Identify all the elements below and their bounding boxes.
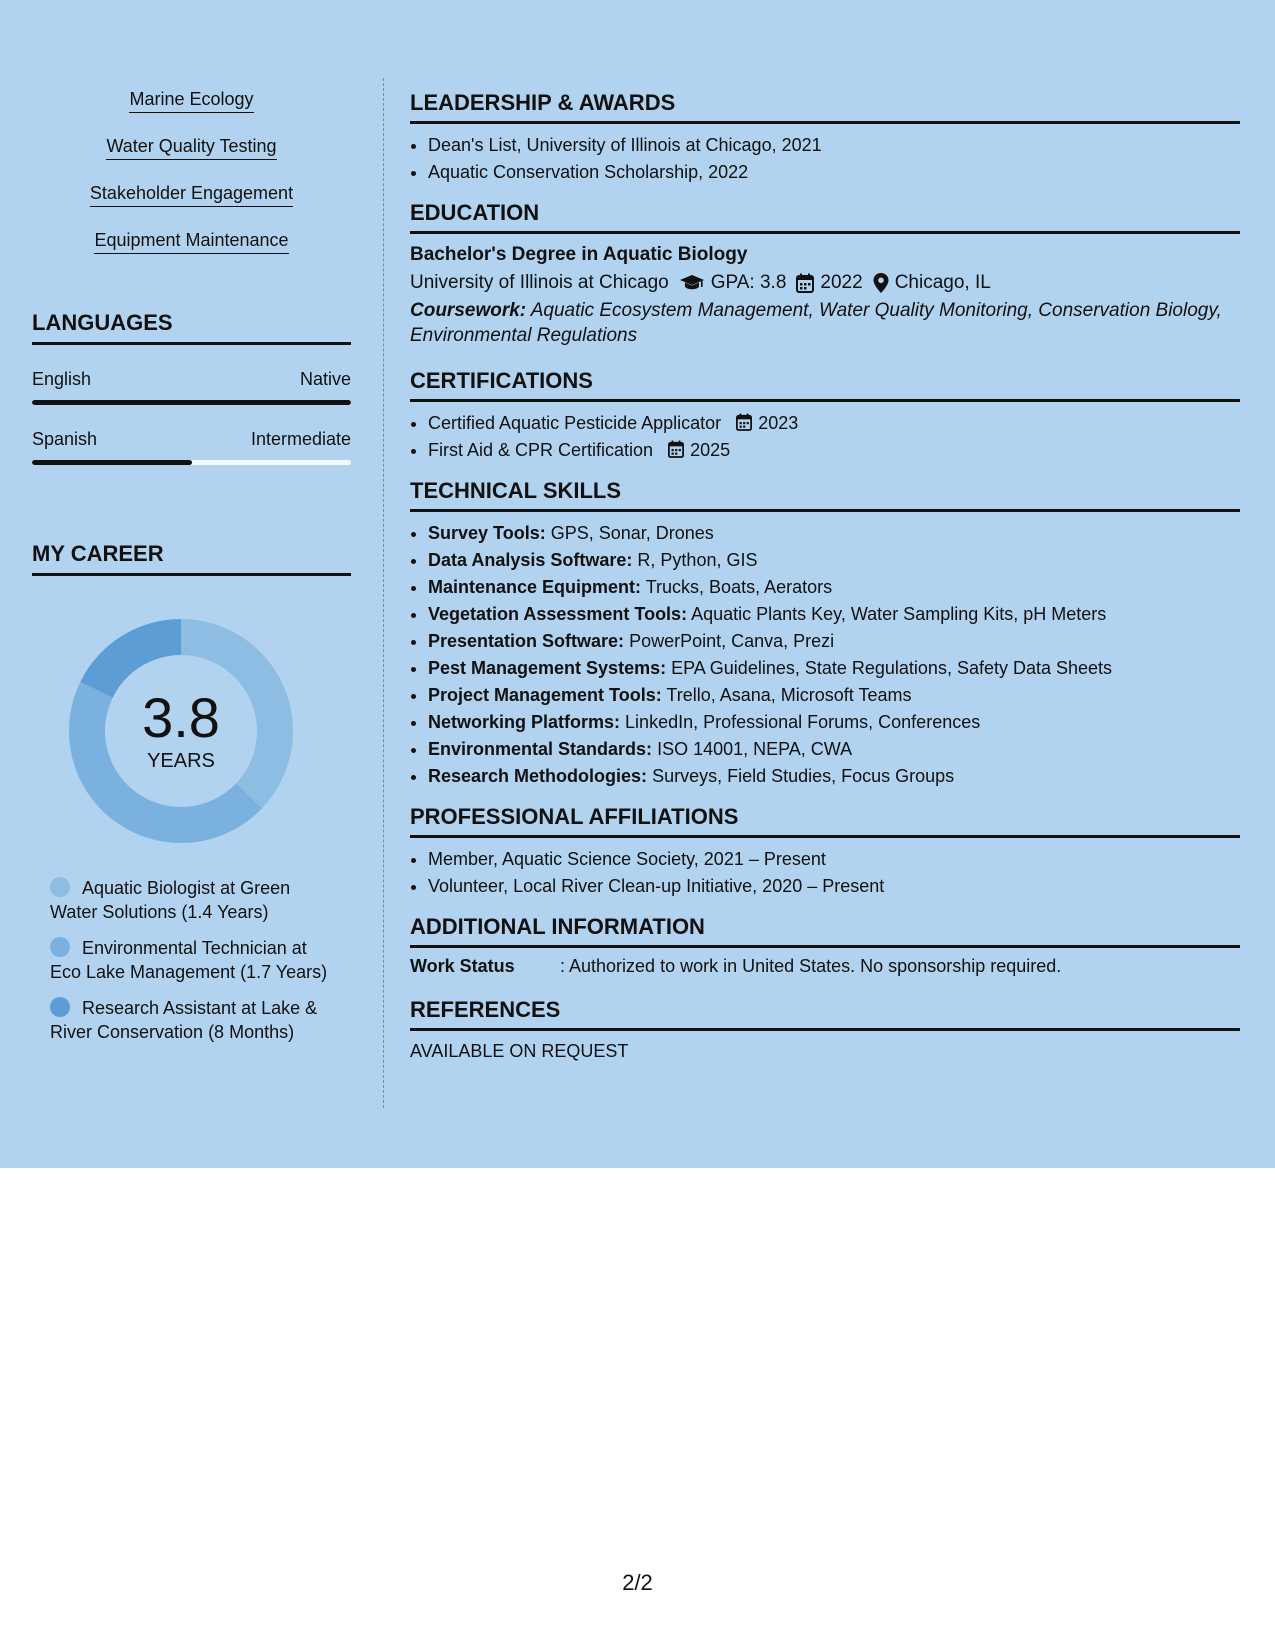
gpa: GPA: 3.8: [710, 272, 787, 293]
skill-tag: Equipment Maintenance: [94, 229, 288, 254]
list-item: [428, 628, 1240, 655]
certification-name: Certified Aquatic Pesticide Applicator: [428, 413, 722, 433]
work-status-value: : Authorized to work in United States. No sponsorship required.: [560, 956, 1062, 976]
certification-year: 2023: [758, 413, 799, 433]
skill-label: Research Methodologies:: [428, 766, 648, 786]
education-details: [410, 268, 1240, 298]
education-location: Chicago, IL: [894, 272, 991, 293]
school-name: University of Illinois at Chicago: [410, 272, 669, 293]
certifications-list: [410, 410, 1240, 464]
language-level: Native: [299, 369, 351, 389]
page-number: 2/2: [622, 1570, 653, 1595]
references-heading: REFERENCES: [410, 997, 1240, 1031]
skill-tags: [32, 78, 351, 266]
skill-value: LinkedIn, Professional Forums, Conferences: [625, 712, 981, 732]
graduation-year: 2022: [820, 272, 863, 293]
legend-dot: [50, 877, 70, 897]
list-item: [428, 410, 1240, 437]
education-heading: EDUCATION: [410, 200, 1240, 234]
calendar-icon: [796, 273, 814, 293]
skill-value: EPA Guidelines, State Regulations, Safety Data Sheets: [671, 658, 1113, 678]
legend-label: Aquatic Biologist at Green Water Solutions (1.4 Years): [50, 878, 291, 922]
references-text: AVAILABLE ON REQUEST: [410, 1041, 629, 1061]
skill-value: R, Python, GIS: [637, 550, 758, 570]
career-legend: [50, 876, 330, 1044]
work-status-label: Work Status: [410, 956, 515, 976]
language-level: Intermediate: [250, 429, 351, 449]
calendar-icon: [668, 440, 684, 458]
leadership-heading: LEADERSHIP & AWARDS: [410, 90, 1240, 124]
skill-tag: Stakeholder Engagement: [90, 182, 293, 207]
list-item: [428, 574, 1240, 601]
language-spanish: [32, 429, 351, 465]
language-bar-fill: [32, 400, 351, 405]
language-english: [32, 369, 351, 405]
language-bar-fill: [32, 460, 192, 465]
language-name: Spanish: [32, 429, 98, 449]
technical-skills-heading: TECHNICAL SKILLS: [410, 478, 1240, 512]
skill-label: Presentation Software:: [428, 631, 625, 651]
graduation-cap-icon: [679, 274, 705, 292]
coursework: [410, 298, 1240, 348]
degree-title: Bachelor's Degree in Aquatic Biology: [410, 244, 748, 265]
legend-item: [50, 936, 330, 984]
list-item: • Dean's List, University of Illinois at Chicago, 2021: [428, 132, 1240, 159]
language-bar: [32, 400, 351, 405]
career-donut-chart: [66, 616, 296, 846]
certification-name: First Aid & CPR Certification: [428, 440, 654, 460]
skill-label: Maintenance Equipment:: [428, 577, 642, 597]
languages-heading: LANGUAGES: [32, 310, 351, 345]
list-item: • Member, Aquatic Science Society, 2021 – Present: [428, 846, 1240, 873]
coursework-text: Aquatic Ecosystem Management, Water Quality Monitoring, Conservation Biology, Environmental Regulations: [410, 300, 1222, 346]
skill-label: Survey Tools:: [428, 523, 546, 543]
skill-value: ISO 14001, NEPA, CWA: [657, 739, 853, 759]
legend-item: [50, 876, 330, 924]
legend-label: Research Assistant at Lake & River Conservation (8 Months): [50, 998, 318, 1042]
skill-label: Vegetation Assessment Tools:: [428, 604, 688, 624]
list-item: [428, 763, 1240, 790]
language-name: English: [32, 369, 92, 389]
skill-value: Trucks, Boats, Aerators: [645, 577, 833, 597]
legend-dot: [50, 997, 70, 1017]
coursework-label: Coursework:: [410, 300, 527, 321]
skill-value: Trello, Asana, Microsoft Teams: [666, 685, 912, 705]
list-item: • Aquatic Conservation Scholarship, 2022: [428, 159, 1240, 186]
list-item: [428, 547, 1240, 574]
career-heading: MY CAREER: [32, 541, 351, 576]
column-divider: [383, 78, 384, 1108]
skill-value: Aquatic Plants Key, Water Sampling Kits, pH Meters: [691, 604, 1107, 624]
list-item: • Volunteer, Local River Clean-up Initiative, 2020 – Present: [428, 873, 1240, 900]
technical-skills-list: [410, 520, 1240, 790]
list-item: [428, 736, 1240, 763]
skill-tag: Water Quality Testing: [106, 135, 276, 160]
certifications-heading: CERTIFICATIONS: [410, 368, 1240, 402]
skill-label: Pest Management Systems:: [428, 658, 667, 678]
legend-dot: [50, 937, 70, 957]
calendar-icon: [736, 413, 752, 431]
location-pin-icon: [873, 273, 889, 293]
skill-label: Project Management Tools:: [428, 685, 662, 705]
list-item: [428, 601, 1240, 628]
list-item: [428, 437, 1240, 464]
main-content: [410, 90, 1240, 1062]
skill-value: Surveys, Field Studies, Focus Groups: [652, 766, 955, 786]
career-total-value: 3.8: [142, 685, 220, 749]
affiliations-list: [410, 846, 1240, 900]
certification-year: 2025: [690, 440, 731, 460]
legend-item: [50, 996, 330, 1044]
list-item: [428, 655, 1240, 682]
skill-tag: Marine Ecology: [129, 88, 253, 113]
skill-label: Data Analysis Software:: [428, 550, 633, 570]
legend-label: Environmental Technician at Eco Lake Management (1.7 Years): [50, 938, 328, 982]
skill-value: PowerPoint, Canva, Prezi: [629, 631, 835, 651]
skill-label: Environmental Standards:: [428, 739, 653, 759]
career-total-unit: YEARS: [147, 749, 215, 772]
sidebar: [32, 78, 351, 1056]
skill-label: Networking Platforms:: [428, 712, 621, 732]
language-bar: [32, 460, 351, 465]
list-item: [428, 709, 1240, 736]
affiliations-heading: PROFESSIONAL AFFILIATIONS: [410, 804, 1240, 838]
skill-value: GPS, Sonar, Drones: [550, 523, 714, 543]
additional-info-heading: ADDITIONAL INFORMATION: [410, 914, 1240, 948]
work-status-row: [410, 956, 1240, 977]
list-item: [428, 520, 1240, 547]
leadership-list: [410, 132, 1240, 186]
list-item: [428, 682, 1240, 709]
